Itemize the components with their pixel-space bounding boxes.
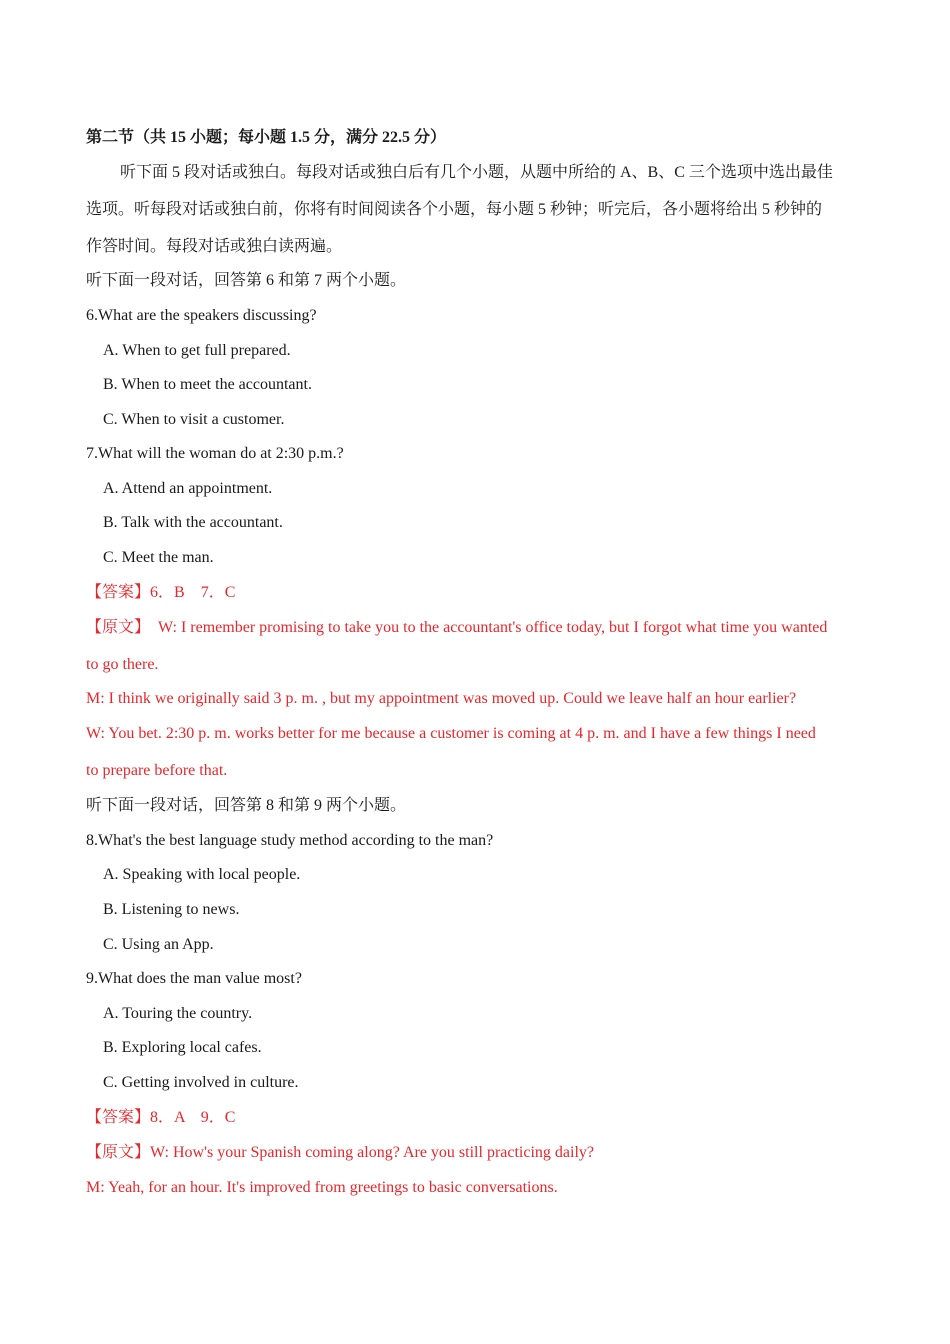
transcript-text: W: How's your Spanish coming along? Are you still practicing daily?	[150, 1144, 594, 1161]
q6-option-a: A. When to get full prepared.	[103, 342, 291, 359]
transcript-label: 【原文】	[86, 1144, 151, 1161]
q7-option-c: C. Meet the man.	[103, 549, 214, 566]
q9-option-b: B. Exploring local cafes.	[103, 1039, 262, 1056]
answer-8-9	[86, 1108, 235, 1128]
answer-6-7	[86, 583, 235, 603]
q7-option-b: B. Talk with the accountant.	[103, 514, 283, 531]
q8-option-c: C. Using an App.	[103, 936, 214, 953]
transcript-2-line-2: M: Yeah, for an hour. It's improved from greetings to basic conversations.	[86, 1179, 558, 1196]
question-8: 8.What's the best language study method according to the man?	[86, 832, 494, 849]
transcript-text: W: I remember promising to take you to the accountant's office today, but I forgot what time you wanted	[150, 619, 828, 636]
transcript-2-line-1	[86, 1143, 594, 1163]
transcript-1-line-2: to go there.	[86, 656, 159, 673]
q6-option-c: C. When to visit a customer.	[103, 411, 285, 428]
group2-intro: 听下面一段对话，回答第 8 和第 9 两个小题。	[86, 797, 407, 814]
q6-option-b: B. When to meet the accountant.	[103, 376, 312, 393]
answer-label: 【答案】	[86, 584, 151, 601]
q8-option-b: B. Listening to news.	[103, 901, 240, 918]
group1-intro: 听下面一段对话，回答第 6 和第 7 两个小题。	[86, 272, 407, 289]
transcript-1-line-3: M: I think we originally said 3 p. m. , but my appointment was moved up. Could we leave half an hour earlier?	[86, 690, 797, 707]
answer-text: 6．B 7．C	[150, 584, 236, 601]
transcript-label: 【原文】	[86, 619, 151, 636]
q7-option-a: A. Attend an appointment.	[103, 480, 273, 497]
transcript-1-line-1	[86, 618, 827, 638]
section-heading: 第二节（共 15 小题；每小题 1.5 分，满分 22.5 分）	[86, 129, 447, 146]
question-7: 7.What will the woman do at 2:30 p.m.?	[86, 445, 344, 462]
q9-option-a: A. Touring the country.	[103, 1005, 253, 1022]
instruction-line-3: 作答时间。每段对话或独白读两遍。	[86, 238, 343, 255]
q9-option-c: C. Getting involved in culture.	[103, 1074, 299, 1091]
answer-label: 【答案】	[86, 1109, 151, 1126]
instruction-line-1: 听下面 5 段对话或独白。每段对话或独白后有几个小题，从题中所给的 A、B、C 三个选项中选出最佳	[120, 164, 833, 181]
question-9: 9.What does the man value most?	[86, 970, 302, 987]
question-6: 6.What are the speakers discussing?	[86, 307, 317, 324]
transcript-1-line-4: W: You bet. 2:30 p. m. works better for me because a customer is coming at 4 p. m. and I have a few things I need	[86, 725, 816, 742]
transcript-1-line-5: to prepare before that.	[86, 762, 228, 779]
instruction-line-2: 选项。听每段对话或独白前，你将有时间阅读各个小题，每小题 5 秒钟；听完后，各小题将给出 5 秒钟的	[86, 201, 823, 218]
q8-option-a: A. Speaking with local people.	[103, 866, 301, 883]
answer-text: 8．A 9．C	[150, 1109, 236, 1126]
